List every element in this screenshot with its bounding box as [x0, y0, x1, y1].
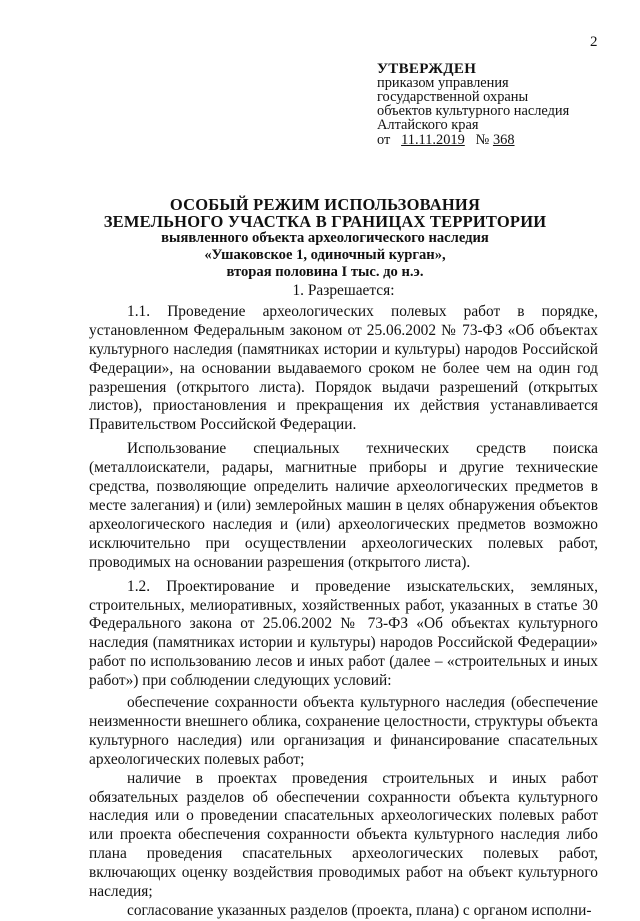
paragraph-project-sections: наличие в проектах проведения строительных и иных работ обязательных разделов об обеспечении сохранности объекта культурного наследия или о проведении спасательных археологических полевых работ или проекта обеспечения сохранности объекта культурного наследия либо плана проведения спасательных археологических полевых работ, включающих оценку воздействия проводимых работ на объект культурного наследия;: [89, 769, 598, 901]
paragraph-preservation: обеспечение сохранности объекта культурного наследия (обеспечение неизменности внешнего облика, сохранение целостности, структуры объекта культурного наследия) или организация и финансирование спасательных археологических полевых работ;: [89, 694, 598, 768]
date-prefix: от: [377, 132, 391, 148]
heading-line-4: «Ушаковское 1, одиночный курган»,: [204, 247, 446, 263]
section-1-title: 1. Разрешается:: [292, 282, 395, 299]
approval-date: 11.11.2019: [401, 132, 465, 148]
paragraph-approval: согласование указанных разделов (проекта, плана) с органом исполни-: [127, 902, 592, 919]
paragraph-search-tools: Использование специальных технических средств поиска (металлоискатели, радары, магнитные приборы и другие технические средства, позволяющие определить наличие археологических предметов в месте залегания) и (или) землеройных машин в целях обнаружения объектов археологического наследия и (или) археологических предметов возможно исключительно при осуществлении археологических полевых работ, проводимых на основании разрешения (открытого листа).: [89, 440, 598, 571]
approval-line-1: приказом управления: [377, 75, 509, 91]
approval-line-4: Алтайского края: [377, 117, 479, 133]
document-heading: [60, 196, 590, 281]
heading-line-2: ЗЕМЕЛЬНОГО УЧАСТКА В ГРАНИЦАХ ТЕРРИТОРИИ: [103, 212, 547, 231]
heading-line-3: выявленного объекта археологического наследия: [161, 230, 489, 246]
approval-line-2: государственной охраны: [377, 89, 529, 105]
approval-title: УТВЕРЖДЕН: [377, 61, 477, 77]
heading-line-5: вторая половина I тыс. до н.э.: [226, 264, 424, 280]
approval-line-3: объектов культурного наследия: [377, 103, 570, 119]
approval-date-line: [377, 133, 627, 147]
approval-number: 368: [492, 132, 515, 148]
document-body: [89, 282, 598, 921]
paragraph-1-1: 1.1. Проведение археологических полевых работ в порядке, установленном Федеральным законом от 25.06.2002 № 73-ФЗ «Об объектах культурного наследия (памятниках истории и культуры) народов Российской Федерации», на основании выдаваемого сроком не более чем на один год разрешения (открытого листа). Порядок выдачи разрешений (открытых листов), приостановления и прекращения их действия устанавливается Правительством Российской Федерации.: [89, 302, 598, 434]
page-number: 2: [590, 34, 598, 50]
paragraph-1-2: 1.2. Проектирование и проведение изыскательских, земляных, строительных, мелиоративных, хозяйственных работ, указанных в статье 30 Федерального закона от 25.06.2002 № 73-ФЗ «Об объектах культурного наследия (памятниках истории и культуры) народов Российской Федерации» работ по использованию лесов и иных работ (далее – «строительных и иных работ») при соблюдении следующих условий:: [89, 577, 598, 690]
number-prefix: №: [475, 132, 490, 148]
heading-line-1: ОСОБЫЙ РЕЖИМ ИСПОЛЬЗОВАНИЯ: [169, 195, 481, 214]
approval-block: [377, 62, 627, 147]
